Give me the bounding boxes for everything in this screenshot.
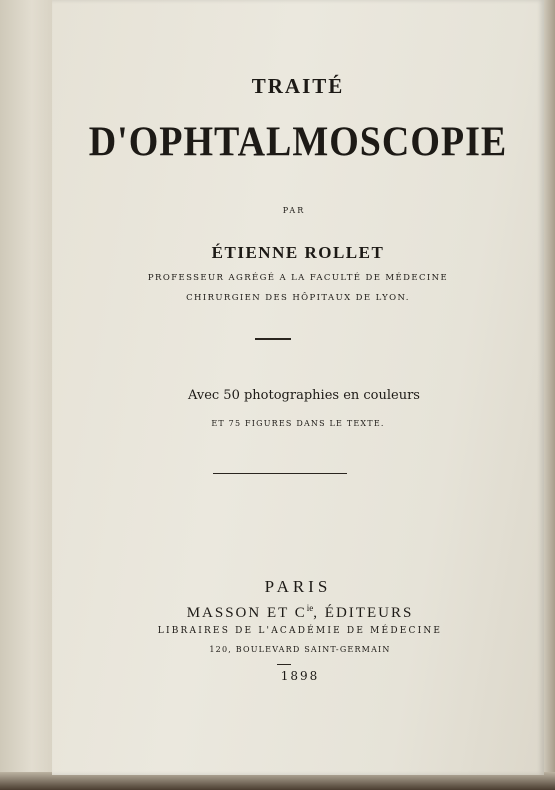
par-label: PAR xyxy=(282,206,306,215)
divider-long xyxy=(213,473,347,474)
author-name: ÉTIENNE ROLLET xyxy=(211,243,385,262)
publisher-address: 120, BOULEVARD SAINT-GERMAIN xyxy=(209,645,391,654)
publisher-suffix: , ÉDITEURS xyxy=(313,605,414,621)
title-page xyxy=(52,0,544,775)
author-credential-1: PROFESSEUR AGRÉGÉ A LA FACULTÉ DE MÉDECINE xyxy=(147,273,449,283)
publisher-superscript: ie xyxy=(306,603,314,613)
page-title: D'OPHTALMOSCOPIE xyxy=(88,118,508,166)
publisher-prefix: MASSON ET C xyxy=(186,605,307,621)
figures-line: ET 75 FIGURES DANS LE TEXTE. xyxy=(211,419,385,428)
librairie-line: LIBRAIRES DE L'ACADÉMIE DE MÉDECINE xyxy=(157,626,443,636)
divider-tiny xyxy=(277,664,291,665)
publisher-name xyxy=(54,603,546,622)
photographs-line: Avec 50 photographies en couleurs xyxy=(188,388,420,403)
book-binding-left xyxy=(0,0,58,790)
author-credential-2: CHIRURGIEN DES HÔPITAUX DE LYON. xyxy=(186,293,410,303)
title-small: TRAITÉ xyxy=(251,74,345,98)
city-name: PARIS xyxy=(264,577,332,596)
publication-year: 1898 xyxy=(280,669,320,683)
divider-short xyxy=(255,338,291,340)
